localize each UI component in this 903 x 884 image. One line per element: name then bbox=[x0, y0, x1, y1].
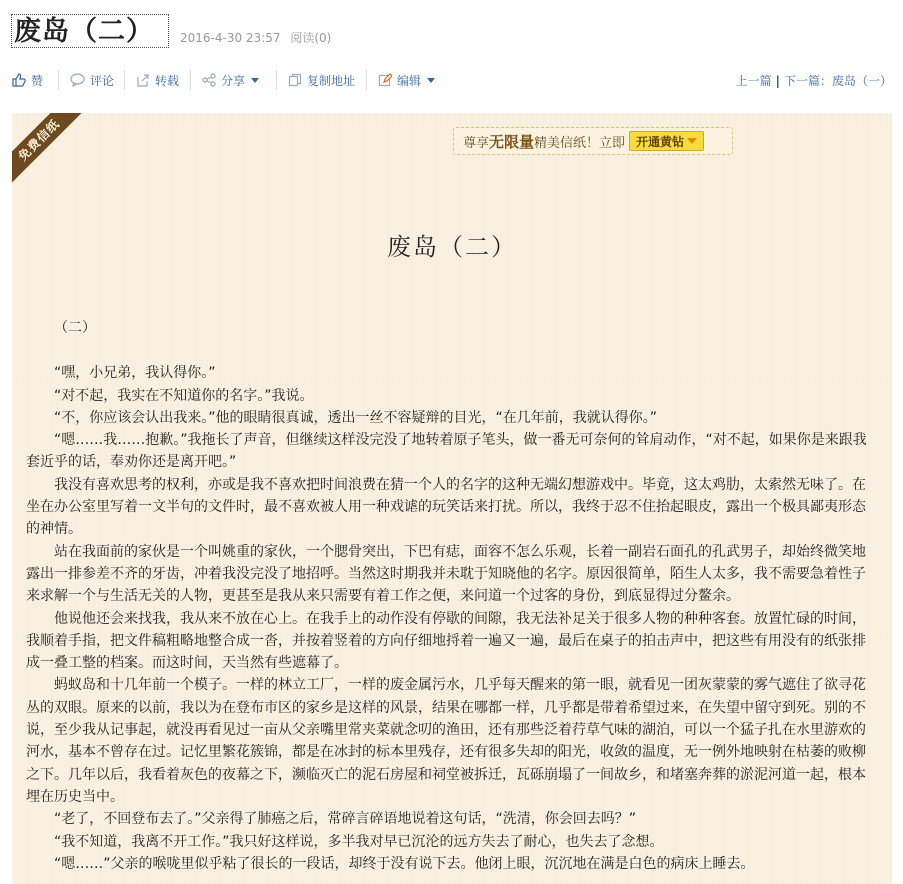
read-count: 阅读(0) bbox=[290, 31, 332, 45]
paragraph: “嗯……”父亲的喉咙里似乎粘了很长的一段话，却终于没有说下去。他闭上眼，沉沉地在满是白色的病床上睡去。 bbox=[54, 855, 755, 872]
post-date: 2016-4-30 23:57 bbox=[180, 31, 281, 45]
paragraph: “嘿，小兄弟，我认得你。” bbox=[54, 365, 216, 382]
paragraph: “老了，不回登布去了。”父亲得了肺癌之后，常碎言碎语地说着这句话，“洗清，你会回去吗？” bbox=[54, 811, 637, 828]
promo-prefix: 尊享 bbox=[463, 135, 490, 151]
paragraph: “对不起，我实在不知道你的名字。”我说。 bbox=[54, 387, 314, 404]
article-body bbox=[26, 317, 872, 875]
paragraph: 我没有喜欢思考的权利，亦或是我不喜欢把时间浪费在猜一个人的名字的这种无端幻想游戏中。毕竟，这太鸡肋，太索然无味了。在坐在办公室里写着一文半句的文件时，最不喜欢被人用一种戏谑的玩笑话来打扰。所以，我终于忍不住抬起眼皮，露出一个极具鄙夷形态的神情。 bbox=[26, 476, 866, 538]
toolbar-divider bbox=[190, 70, 191, 90]
toolbar-divider bbox=[58, 70, 59, 90]
promo-banner[interactable] bbox=[453, 127, 733, 155]
prev-post-link[interactable]: 上一篇 bbox=[735, 74, 772, 88]
article-title: 废岛（二） bbox=[387, 233, 517, 261]
free-paper-ribbon: 免费信纸 bbox=[12, 113, 86, 187]
article-subtitle: （二） bbox=[54, 320, 96, 336]
share-label: 分享 bbox=[221, 73, 246, 88]
paragraph: 蚂蚁岛和十几年前一个模子。一样的林立工厂，一样的废金属污水，几乎每天醒来的第一眼，就看见一团灰蒙蒙的雾气遮住了欲寻花丛的双眼。原来的以前，我以为在登布市区的家乡是这样的风景，结果在哪都一样，几乎都是带着希望过来，在失望中留守到死。别的不说，至少我从记事起，就没再看见过一亩从父亲嘴里常夹菜就念叨的渔田，还有那些泛着荇草气味的湖泊，可以一个猛子扎在水里游欢的河水，基本不曾存在过。记忆里繁花簇锦，都是在冰封的标本里残存，还有很多失却的阳光，收敛的温度，无一例外地映射在枯萎的败柳之下。几年以后，我看着灰色的夜幕之下，濒临灭亡的泥石房屋和祠堂被拆迁，瓦砾崩塌了一间故乡，和堵塞奔葬的淤泥河道一起，根本埋在历史当中。 bbox=[26, 677, 866, 805]
comment-label: 评论 bbox=[90, 73, 115, 88]
letter-paper bbox=[12, 113, 892, 884]
toolbar-divider bbox=[124, 70, 125, 90]
like-label: 赞 bbox=[31, 73, 44, 88]
promo-suffix: 精美信纸！立即 bbox=[534, 135, 626, 151]
action-toolbar bbox=[12, 66, 892, 94]
repost-label: 转载 bbox=[155, 73, 180, 88]
edit-button[interactable] bbox=[378, 70, 435, 90]
page-title: 废岛（二） bbox=[14, 16, 154, 47]
diamond-icon bbox=[687, 138, 697, 144]
open-vip-label: 开通黄钻 bbox=[636, 134, 685, 149]
share-icon bbox=[202, 73, 216, 87]
copy-icon bbox=[288, 73, 302, 87]
comment-icon bbox=[70, 73, 85, 87]
toolbar-divider bbox=[366, 70, 367, 90]
title-frame bbox=[11, 14, 169, 48]
chevron-down-icon bbox=[251, 78, 259, 83]
edit-icon bbox=[378, 73, 392, 87]
paragraph: “我不知道，我离不开工作。”我只好这样说，多半我对早已沉沦的远方失去了耐心，也失去了念想。 bbox=[54, 833, 664, 850]
comment-button[interactable] bbox=[70, 70, 114, 90]
like-button[interactable] bbox=[12, 70, 43, 90]
copy-label: 复制地址 bbox=[307, 73, 356, 88]
toolbar-divider bbox=[276, 70, 277, 90]
paragraph: “嗯……我……抱歉。”我拖长了声音，但继续这样没完没了地转着原子笔头，做一番无可奈何的耸肩动作，“对不起，如果你是来跟我套近乎的话，奉劝你还是离开吧。” bbox=[26, 432, 867, 471]
nav-separator: | bbox=[775, 74, 780, 88]
post-meta bbox=[180, 29, 337, 46]
share-button[interactable] bbox=[202, 70, 259, 90]
repost-button[interactable] bbox=[136, 70, 179, 90]
copy-address-button[interactable] bbox=[288, 70, 355, 90]
thumbs-up-icon bbox=[12, 73, 26, 87]
next-post-link[interactable]: 下一篇：废岛（一） bbox=[783, 74, 892, 88]
paragraph: 站在我面前的家伙是一个叫姚重的家伙，一个腮骨突出，下巴有痣，面容不怎么乐观，长着一副岩石面孔的孔武男子，却始终微笑地露出一排参差不齐的牙齿，冲着我没完没了地招呼。当然这时期我并未耽于知晓他的名字。原因很简单，陌生人太多，我不需要急着性子来求解一个与生活无关的人物，更甚至是我从来只需要有着工作之便，来问道一个过客的身份，到底显得过分鳌余。 bbox=[26, 543, 866, 605]
post-navigation bbox=[736, 72, 892, 89]
repost-icon bbox=[136, 73, 150, 87]
promo-highlight: 无限量 bbox=[489, 132, 535, 151]
chevron-down-icon bbox=[427, 78, 435, 83]
edit-label: 编辑 bbox=[397, 73, 422, 88]
paragraph: “不，你应该会认出我来。”他的眼睛很真诚，透出一丝不容疑辩的目光，“在几年前，我就认得你。” bbox=[54, 409, 658, 426]
paragraph: 他说他还会来找我，我从来不放在心上。在我手上的动作没有停歇的间隙，我无法补足关于很多人物的种种客套。放置忙碌的时间，我顺着手指，把文件稿粗略地整合成一沓，并按着竖着的方向仔细地捋着一遍又一遍，最后在桌子的拍击声中，把这些有用没有的纸张排成一叠工整的档案。而这时间，天当然有些遮幕了。 bbox=[26, 610, 866, 672]
open-vip-button[interactable] bbox=[629, 131, 704, 151]
